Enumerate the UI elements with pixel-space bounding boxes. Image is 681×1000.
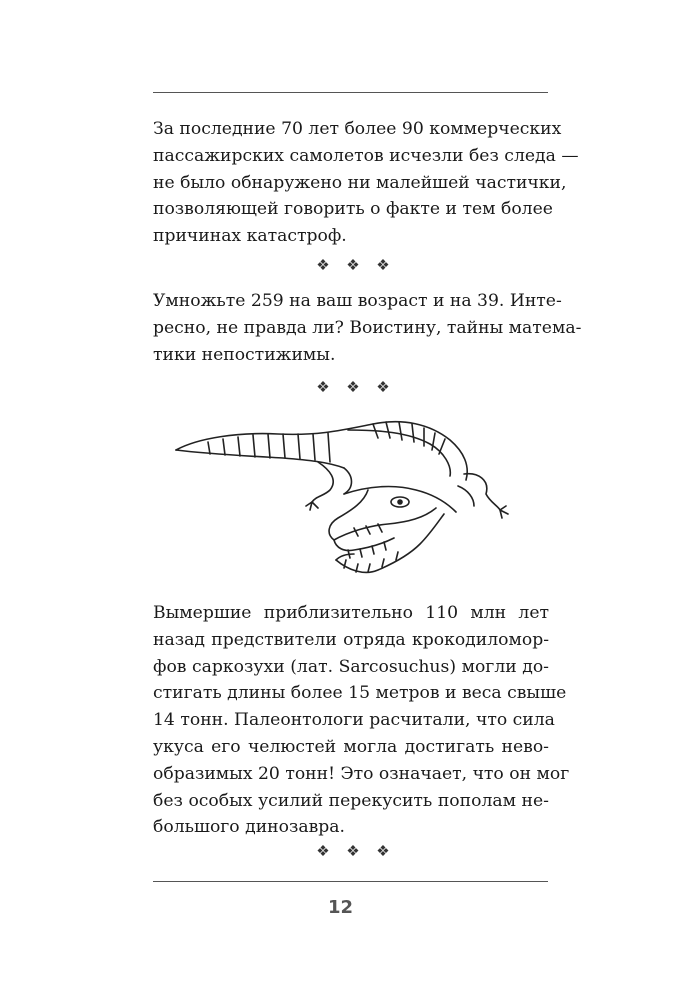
diamond-ornament-icon: ❖	[316, 378, 330, 396]
paragraph-math	[153, 288, 582, 368]
text-line: пассажирских самолетов исчезли без следа —	[153, 145, 579, 166]
top-rule	[153, 92, 548, 93]
text-line: стигать длины более 15 метров и веса свыше	[153, 683, 567, 704]
text-line: образимых 20 тонн! Это означает, что он мог	[153, 763, 570, 784]
diamond-ornament-icon: ❖	[376, 842, 390, 860]
bottom-rule	[153, 881, 548, 882]
diamond-ornament-icon: ❖	[316, 256, 330, 274]
diamond-ornament-icon: ❖	[376, 378, 390, 396]
crocodile-illustration	[168, 410, 526, 582]
text-line: назад предствители отряда крокодиломор-	[153, 629, 549, 650]
text-line: без особых усилий перекусить пополам не-	[153, 790, 549, 811]
text-line: большого динозавра.	[153, 817, 345, 838]
text-line: причинах катастроф.	[153, 226, 347, 247]
section-separator	[315, 257, 391, 273]
text-line: Вымершие приблизительно 110 млн лет	[153, 603, 549, 623]
text-line: фов саркозухи (лат. Sarcosuchus) могли до-	[153, 656, 549, 677]
page-number: 12	[327, 897, 354, 918]
text-line: За последние 70 лет более 90 коммерческих	[153, 119, 562, 139]
text-line: Умножьте 259 на ваш возраст и на 39. Инте-	[153, 291, 562, 311]
text-line: ресно, не правда ли? Воистину, тайны матема-	[153, 317, 582, 338]
text-line: укуса его челюстей могла достигать нево-	[153, 736, 549, 757]
diamond-ornament-icon: ❖	[316, 842, 330, 860]
text-line: позволяющей говорить о факте и тем более	[153, 199, 553, 220]
diamond-ornament-icon: ❖	[346, 842, 360, 860]
text-line: не было обнаружено ни малейшей частички,	[153, 172, 567, 193]
diamond-ornament-icon: ❖	[346, 256, 360, 274]
section-separator	[315, 843, 391, 859]
diamond-ornament-icon: ❖	[346, 378, 360, 396]
text-line: 14 тонн. Палеонтологи расчитали, что сила	[153, 710, 555, 731]
diamond-ornament-icon: ❖	[376, 256, 390, 274]
paragraph-airplanes	[153, 116, 579, 250]
section-separator	[315, 379, 391, 395]
text-line: тики непостижимы.	[153, 344, 336, 365]
paragraph-sarcosuchus	[153, 600, 570, 841]
